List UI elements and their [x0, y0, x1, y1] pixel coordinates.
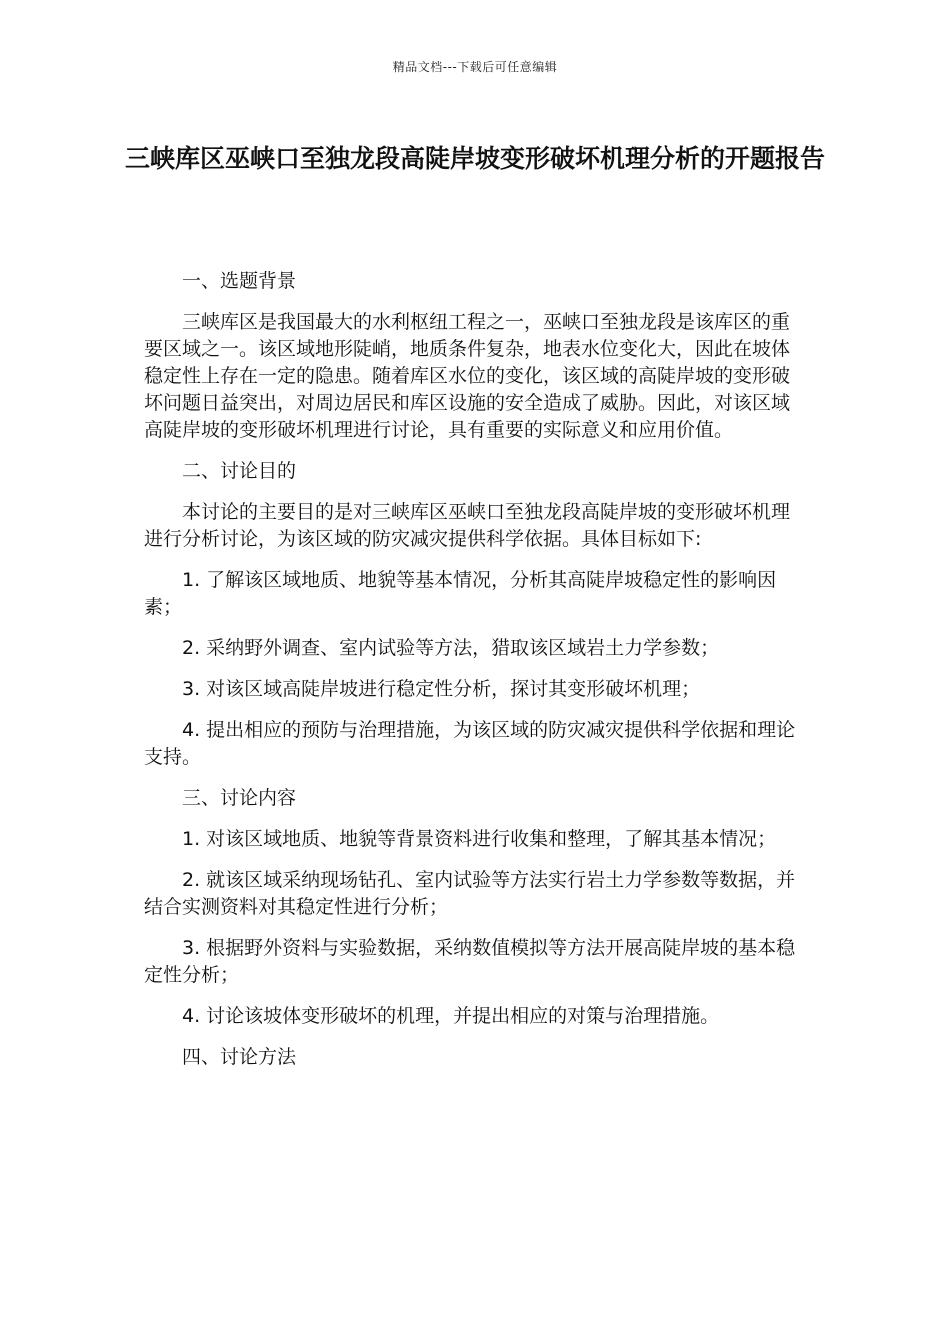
purpose-item-2: 2. 采纳野外调查、室内试验等方法，猎取该区域岩土力学参数； [182, 637, 720, 659]
header-note: 精品文档---下载后可任意编辑 [392, 60, 558, 74]
content-item-4: 4. 讨论该坡体变形破坏的机理，并提出相应的对策与治理措施。 [182, 1005, 720, 1027]
section-heading-content: 三、讨论内容 [182, 787, 297, 809]
document-title: 三峡库区巫峡口至独龙段高陡岸坡变形破坏机理分析的开题报告 [124, 144, 825, 173]
section-heading-purpose: 二、讨论目的 [182, 460, 297, 482]
document-body [144, 268, 804, 1085]
purpose-item-1: 1. 了解该区域地质、地貌等基本情况，分析其高陡岸坡稳定性的影响因素； [144, 569, 777, 618]
purpose-item-3: 3. 对该区域高陡岸坡进行稳定性分析，探讨其变形破坏机理； [182, 678, 701, 700]
section-heading-background: 一、选题背景 [182, 270, 297, 292]
content-item-2: 2. 就该区域采纳现场钻孔、室内试验等方法实行岩土力学参数等数据，并结合实测资料对其稳定性进行分析； [144, 869, 796, 918]
purpose-paragraph: 本讨论的主要目的是对三峡库区巫峡口至独龙段高陡岸坡的变形破坏机理进行分析讨论，为该区域的防灾减灾提供科学依据。具体目标如下: [144, 501, 791, 550]
content-item-3: 3. 根据野外资料与实验数据，采纳数值模拟等方法开展高陡岸坡的基本稳定性分析； [144, 937, 796, 986]
background-paragraph: 三峡库区是我国最大的水利枢纽工程之一，巫峡口至独龙段是该库区的重要区域之一。该区域地形陡峭，地质条件复杂，地表水位变化大，因此在坡体稳定性上存在一定的隐患。随着库区水位的变化，该区域的高陡岸坡的变形破坏问题日益突出，对周边居民和库区设施的安全造成了威胁。因此，对该区域高陡岸坡的变形破坏机理进行讨论，具有重要的实际意义和应用价值。 [144, 311, 791, 441]
content-item-1: 1. 对该区域地质、地貌等背景资料进行收集和整理，了解其基本情况； [182, 828, 777, 850]
purpose-item-4: 4. 提出相应的预防与治理措施，为该区域的防灾减灾提供科学依据和理论支持。 [144, 719, 796, 768]
section-heading-methods: 四、讨论方法 [182, 1046, 297, 1068]
